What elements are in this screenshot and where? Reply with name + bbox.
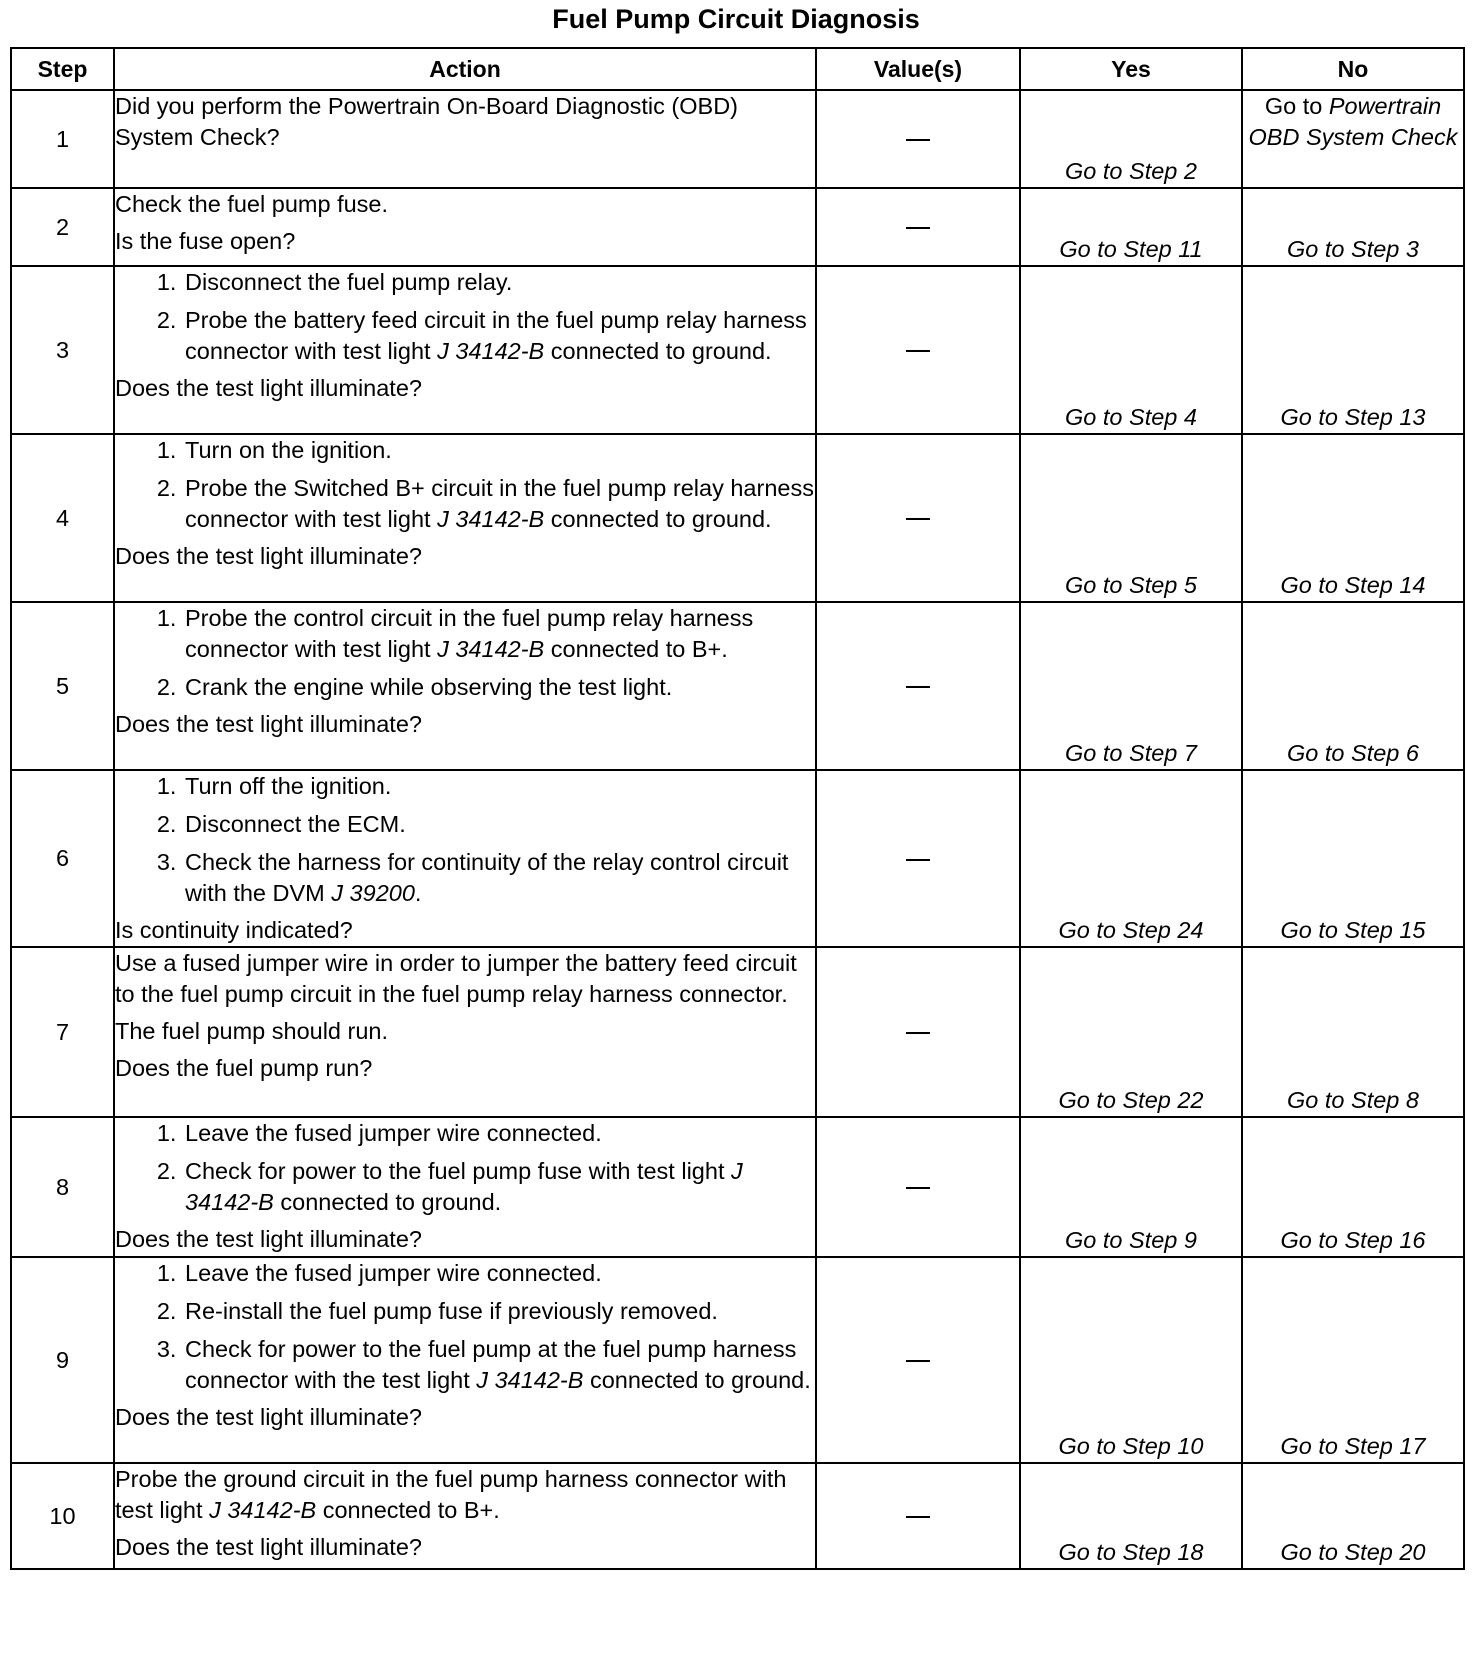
table-row (11, 434, 1464, 602)
value-dash (906, 139, 930, 141)
value-dash (906, 859, 930, 861)
action-text: Disconnect the fuel pump relay. (185, 269, 513, 295)
action-text: Check for power to the fuel pump at the fuel pump harness connector with the test light (185, 1336, 797, 1393)
tool-reference: J 34142-B (185, 1158, 743, 1215)
action-text: Probe the battery feed circuit in the fuel pump relay harness connector with test light (185, 307, 807, 364)
action-text: Probe the Switched B+ circuit in the fuel pump relay harness connector with test light (185, 475, 814, 532)
yes-action: Go to Step 4 (1020, 266, 1242, 434)
action-step (183, 672, 815, 703)
action-paragraph: The fuel pump should run. (115, 1018, 389, 1044)
action-cell (114, 1257, 816, 1463)
value-dash (906, 686, 930, 688)
table-row (11, 188, 1464, 266)
tool-reference: J 34142-B (437, 506, 545, 532)
no-action: Go to Step 3 (1242, 188, 1464, 266)
action-cell (114, 1463, 816, 1569)
table-row (11, 266, 1464, 434)
action-steps-list (115, 603, 815, 703)
action-text: Crank the engine while observing the test light. (185, 674, 673, 700)
value-cell (816, 1117, 1020, 1257)
yes-action: Go to Step 18 (1020, 1463, 1242, 1569)
header-no: No (1242, 48, 1464, 90)
action-step (183, 1334, 815, 1396)
yes-action: Go to Step 22 (1020, 947, 1242, 1117)
step-number: 3 (11, 266, 114, 434)
action-text: Re-install the fuel pump fuse if previously removed. (185, 1298, 718, 1324)
no-action: Go to Step 15 (1242, 770, 1464, 947)
header-action: Action (114, 48, 816, 90)
action-question: Is continuity indicated? (115, 917, 353, 943)
action-text: Leave the fused jumper wire connected. (185, 1260, 602, 1286)
table-row (11, 1257, 1464, 1463)
yes-action: Go to Step 9 (1020, 1117, 1242, 1257)
diagnosis-table (10, 47, 1465, 1570)
action-text-tail: connected to B+. (550, 636, 728, 662)
tool-reference: J 34142-B (437, 338, 545, 364)
value-dash (906, 1516, 930, 1518)
action-question: Does the fuel pump run? (115, 1055, 373, 1081)
no-action-target: Powertrain OBD System Check (1248, 93, 1458, 150)
value-dash (906, 350, 930, 352)
tool-reference: J 34142-B (437, 636, 545, 662)
action-steps-list (115, 267, 815, 367)
action-step (183, 305, 815, 367)
table-row (11, 1463, 1464, 1569)
action-text: Turn off the ignition. (185, 773, 392, 799)
table-row (11, 1117, 1464, 1257)
value-cell (816, 602, 1020, 770)
action-step (183, 435, 815, 466)
step-number: 8 (11, 1117, 114, 1257)
action-paragraph: Use a fused jumper wire in order to jumper the battery feed circuit to the fuel pump circuit in the fuel pump relay harness connector. (115, 950, 797, 1007)
action-text: Turn on the ignition. (185, 437, 392, 463)
action-text: Probe the control circuit in the fuel pump relay harness connector with test light (185, 605, 754, 662)
action-text: Disconnect the ECM. (185, 811, 406, 837)
value-dash (906, 1187, 930, 1189)
action-steps-list (115, 1258, 815, 1396)
action-step (183, 1258, 815, 1289)
yes-action: Go to Step 11 (1020, 188, 1242, 266)
action-step (183, 1156, 815, 1218)
action-text: Check the harness for continuity of the relay control circuit with the DVM (185, 849, 789, 906)
header-step: Step (11, 48, 114, 90)
no-action: Go to Step 20 (1242, 1463, 1464, 1569)
value-dash (906, 518, 930, 520)
no-action-prefix: Go to (1264, 93, 1323, 119)
page-title: Fuel Pump Circuit Diagnosis (552, 4, 920, 34)
action-step (183, 847, 815, 909)
table-row (11, 602, 1464, 770)
step-number: 9 (11, 1257, 114, 1463)
value-cell (816, 947, 1020, 1117)
action-text-tail: . (414, 880, 422, 906)
action-cell (114, 770, 816, 947)
action-text-tail: connected to ground. (280, 1189, 502, 1215)
value-cell (816, 266, 1020, 434)
step-number: 10 (11, 1463, 114, 1569)
value-cell (816, 188, 1020, 266)
action-cell (114, 1117, 816, 1257)
action-text: Check for power to the fuel pump fuse with test light (185, 1158, 725, 1184)
header-values: Value(s) (816, 48, 1020, 90)
action-question: Is the fuse open? (115, 228, 296, 254)
table-row (11, 947, 1464, 1117)
action-question: Does the test light illuminate? (115, 375, 422, 401)
tool-reference: J 39200 (331, 880, 415, 906)
action-text-tail: connected to ground. (550, 338, 772, 364)
value-cell (816, 1257, 1020, 1463)
table-row (11, 90, 1464, 188)
value-cell (816, 770, 1020, 947)
action-step (183, 473, 815, 535)
no-action: Go to Step 14 (1242, 434, 1464, 602)
yes-action: Go to Step 10 (1020, 1257, 1242, 1463)
step-number: 7 (11, 947, 114, 1117)
yes-action: Go to Step 7 (1020, 602, 1242, 770)
action-steps-list (115, 1118, 815, 1218)
action-step (183, 771, 815, 802)
action-text: Probe the ground circuit in the fuel pump harness connector with test light (115, 1466, 787, 1523)
action-text-tail: connected to ground. (589, 1367, 811, 1393)
value-dash (906, 227, 930, 229)
action-cell (114, 266, 816, 434)
value-cell (816, 434, 1020, 602)
tool-reference: J 34142-B (476, 1367, 584, 1393)
action-question: Does the test light illuminate? (115, 1404, 422, 1430)
step-number: 2 (11, 188, 114, 266)
no-action: Go to Step 17 (1242, 1257, 1464, 1463)
action-text-tail: connected to ground. (550, 506, 772, 532)
action-step (183, 1118, 815, 1149)
no-action: Go to Step 16 (1242, 1117, 1464, 1257)
header-row (11, 48, 1464, 90)
action-question: Does the test light illuminate? (115, 1534, 422, 1560)
value-cell (816, 1463, 1020, 1569)
action-step (183, 603, 815, 665)
action-paragraph (115, 1464, 815, 1526)
no-action: Go to Step 13 (1242, 266, 1464, 434)
step-number: 4 (11, 434, 114, 602)
no-action: Go to Step 8 (1242, 947, 1464, 1117)
action-step (183, 267, 815, 298)
action-text: Leave the fused jumper wire connected. (185, 1120, 602, 1146)
action-question: Does the test light illuminate? (115, 1226, 422, 1252)
action-steps-list (115, 435, 815, 535)
no-action (1242, 90, 1464, 188)
header-yes: Yes (1020, 48, 1242, 90)
yes-action: Go to Step 2 (1020, 90, 1242, 188)
no-action: Go to Step 6 (1242, 602, 1464, 770)
yes-action: Go to Step 24 (1020, 770, 1242, 947)
action-paragraph: Check the fuel pump fuse. (115, 191, 389, 217)
tool-reference: J 34142-B (209, 1497, 317, 1523)
action-question: Does the test light illuminate? (115, 543, 422, 569)
action-cell (114, 90, 816, 188)
yes-action: Go to Step 5 (1020, 434, 1242, 602)
step-number: 5 (11, 602, 114, 770)
action-step (183, 809, 815, 840)
action-steps-list (115, 771, 815, 909)
action-step (183, 1296, 815, 1327)
action-cell (114, 188, 816, 266)
action-cell (114, 947, 816, 1117)
action-cell (114, 602, 816, 770)
action-text-tail: connected to B+. (322, 1497, 500, 1523)
step-number: 6 (11, 770, 114, 947)
step-number: 1 (11, 90, 114, 188)
value-dash (906, 1032, 930, 1034)
table-row (11, 770, 1464, 947)
action-paragraph: Did you perform the Powertrain On-Board Diagnostic (OBD) System Check? (115, 93, 738, 150)
action-question: Does the test light illuminate? (115, 711, 422, 737)
value-cell (816, 90, 1020, 188)
action-cell (114, 434, 816, 602)
value-dash (906, 1360, 930, 1362)
